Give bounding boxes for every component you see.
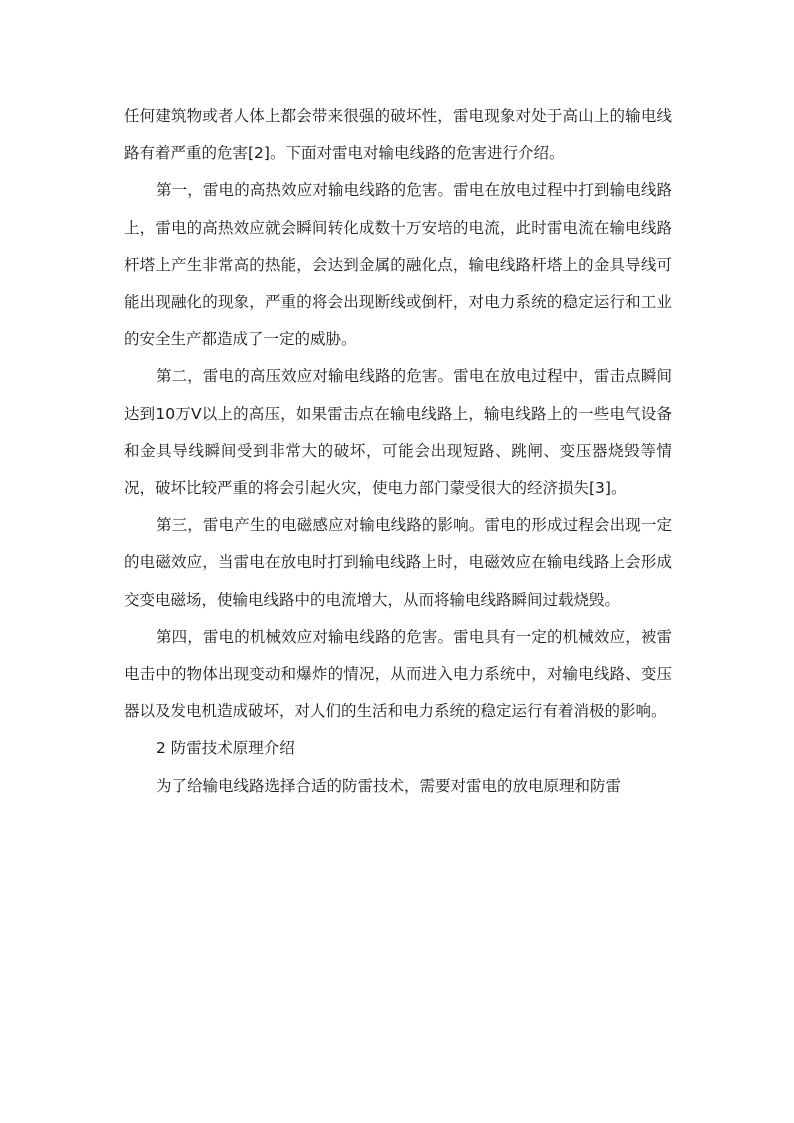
paragraph-mechanical-effect: 第四，雷电的机械效应对输电线路的危害。雷电具有一定的机械效应，被雷电击中的物体出现变动和爆炸的情况，从而进入电力系统中，对输电线路、变压器以及发电机造成破坏，对人们的生活和电力系统的稳定运行有着消极的影响。 bbox=[124, 627, 672, 721]
paragraph-high-voltage-effect: 第二，雷电的高压效应对输电线路的危害。雷电在放电过程中，雷击点瞬间达到10万V以上的高压，如果雷击点在输电线路上，输电线路上的一些电气设备和金具导线瞬间受到非常大的破坏，可能会出现短路、跳闸、变压器烧毁等情况，破坏比较严重的将会引起火灾，使电力部门蒙受很大的经济损失[3]。 bbox=[124, 367, 672, 498]
document-body bbox=[124, 98, 672, 805]
paragraph-continuation: 任何建筑物或者人体上都会带来很强的破坏性，雷电现象对处于高山上的输电线路有着严重的危害[2]。下面对雷电对输电线路的危害进行介绍。 bbox=[124, 107, 672, 163]
paragraph-thermal-effect: 第一，雷电的高热效应对输电线路的危害。雷电在放电过程中打到输电线路上，雷电的高热效应就会瞬间转化成数十万安培的电流，此时雷电流在输电线路杆塔上产生非常高的热能，会达到金属的融化点，输电线路杆塔上的金具导线可能出现融化的现象，严重的将会出现断线或倒杆，对电力系统的稳定运行和工业的安全生产都造成了一定的威胁。 bbox=[124, 181, 672, 349]
paragraph-electromagnetic-induction: 第三，雷电产生的电磁感应对输电线路的影响。雷电的形成过程会出现一定的电磁效应，当雷电在放电时打到输电线路上时，电磁效应在输电线路上会形成交变电磁场，使输电线路中的电流增大，从而将输电线路瞬间过载烧毁。 bbox=[124, 516, 672, 609]
paragraph-lightning-protection-intro: 为了给输电线路选择合适的防雷技术，需要对雷电的放电原理和防雷 bbox=[156, 776, 622, 795]
section-heading: 2 防雷技术原理介绍 bbox=[156, 739, 295, 758]
